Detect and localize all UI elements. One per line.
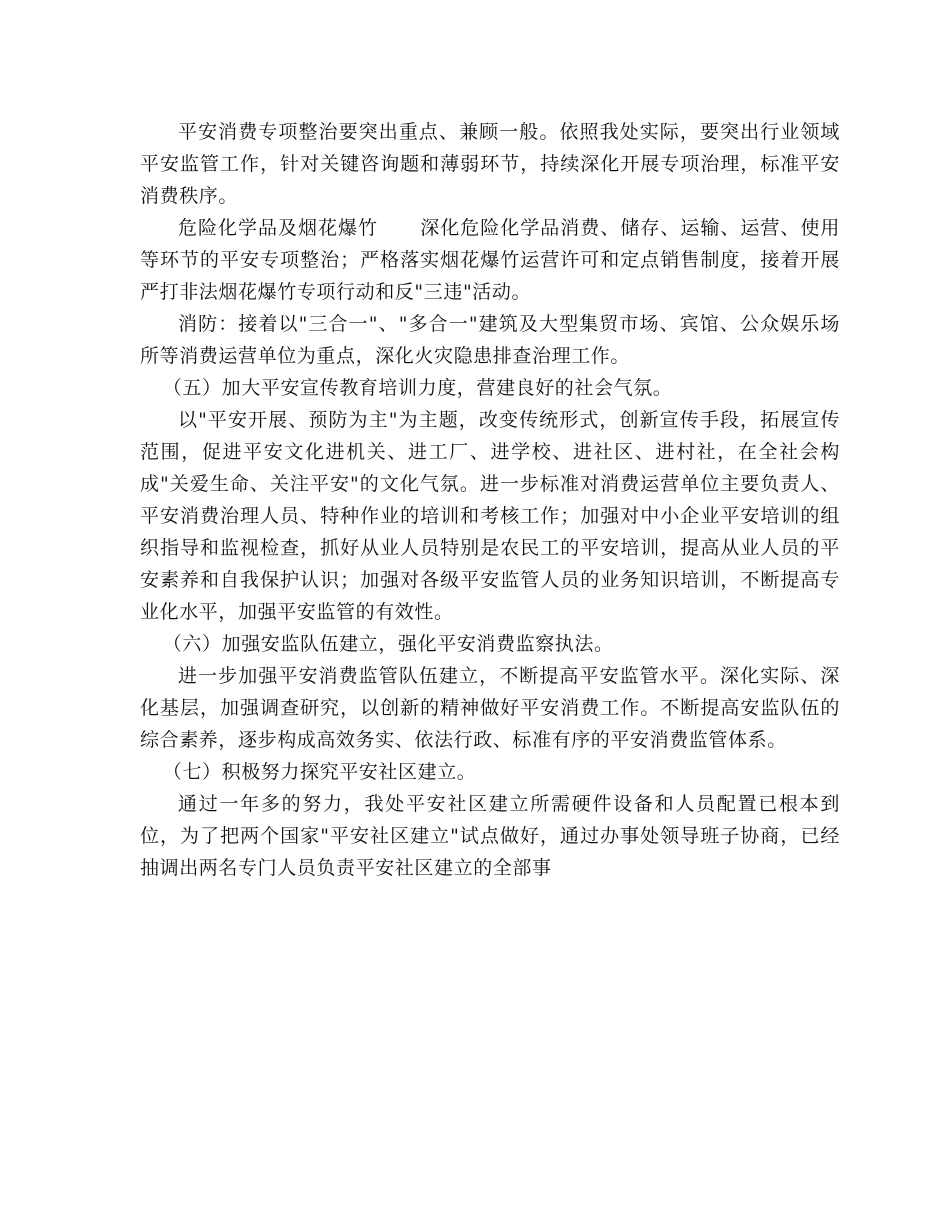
section-heading-6: （六）加强安监队伍建立，强化平安消费监察执法。 [162, 633, 614, 655]
paragraph-special-rectification: 平安消费专项整治要突出重点、兼顾一般。依照我处实际，要突出行业领域平安监管工作，针对关键咨询题和薄弱环节，持续深化开展专项治理，标准平安消费秩序。 [140, 121, 840, 207]
paragraph-fire-protection: 消防：接着以"三合一"、"多合一"建筑及大型集贸市场、宾馆、公众娱乐场所等消费运营单位为重点，深化火灾隐患排查治理工作。 [140, 313, 840, 367]
section-heading-5: （五）加大平安宣传教育培训力度，营建良好的社会气氛。 [162, 377, 673, 399]
paragraph-text-hazardous-chemicals: 深化危险化学品消费、储存、运输、运营、使用等环节的平安专项整治；严格落实烟花爆竹运营许可和定点销售制度，接着开展严打非法烟花爆竹专项行动和反"三违"活动。 [140, 217, 840, 303]
paragraph-supervision-team: 进一步加强平安消费监管队伍建立，不断提高平安监管水平。深化实际、深化基层，加强调查研究，以创新的精神做好平安消费工作。不断提高安监队伍的综合素养，逐步构成高效务实、依法行政、标准有序的平安消费监管体系。 [140, 665, 840, 751]
paragraph-safety-publicity: 以"平安开展、预防为主"为主题，改变传统形式，创新宣传手段，拓展宣传范围，促进平安文化进机关、进工厂、进学校、进社区、进村社，在全社会构成"关爱生命、关注平安"的文化气氛。进一步标准对消费运营单位主要负责人、平安消费治理人员、特种作业的培训和考核工作；加强对中小企业平安培训的组织指导和监视检查，抓好从业人员特别是农民工的平安培训，提高从业人员的平安素养和自我保护认识；加强对各级平安监管人员的业务知识培训，不断提高专业化水平，加强平安监管的有效性。 [140, 409, 840, 623]
paragraph-label-hazardous-chemicals: 危险化学品及烟花爆竹 [178, 217, 379, 239]
document-body [140, 116, 840, 884]
section-heading-7: （七）积极努力探究平安社区建立。 [162, 761, 477, 783]
paragraph-safe-community: 通过一年多的努力，我处平安社区建立所需硬件设备和人员配置已根本到位，为了把两个国家"平安社区建立"试点做好，通过办事处领导班子协商，已经抽调出两名专门人员负责平安社区建立的全部事 [140, 793, 840, 879]
paragraph-hazardous-chemicals [140, 212, 840, 308]
